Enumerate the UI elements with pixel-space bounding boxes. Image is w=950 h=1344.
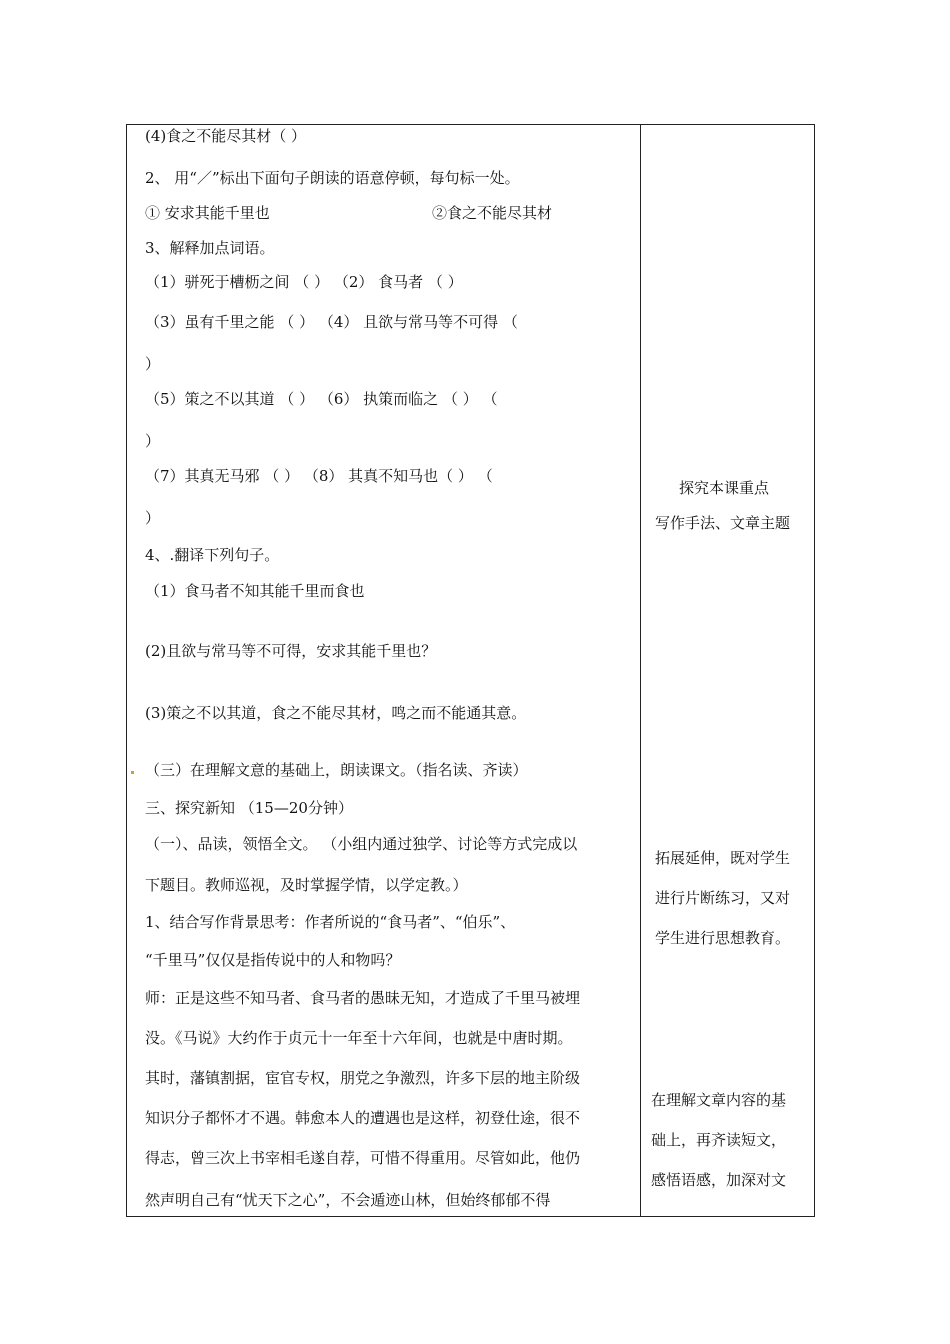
section-line-16: （三）在理解文意的基础上，朗读课文。（指名读、齐读） xyxy=(145,761,528,779)
exercise-line-7: ） xyxy=(145,355,161,373)
exercise-line-8: （5）策之不以其道 （ ） （6） 执策而临之 （ ） （ xyxy=(145,390,498,408)
body-line-22: 师：正是这些不知马者、食马者的愚昧无知，才造成了千里马被埋 xyxy=(145,989,581,1007)
side-note-1: 探究本课重点 xyxy=(679,479,770,497)
margin-marker xyxy=(131,771,134,774)
body-line-20: 1、结合写作背景思考：作者所说的“食马者”、“伯乐”、 xyxy=(145,913,516,931)
side-note-7: 础上，再齐读短文， xyxy=(651,1131,787,1149)
body-line-27: 然声明自己有“忧天下之心”，不会遁迹山林，但始终郁郁不得 xyxy=(145,1191,551,1209)
body-line-26: 得志，曾三次上书宰相毛遂自荐，可惜不得重用。尽管如此，他仍 xyxy=(145,1149,581,1167)
exercise-line-6: （3）虽有千里之能 （ ） （4） 且欲与常马等不可得 （ xyxy=(145,313,518,331)
exercise-line-12: 4、.翻译下列句子。 xyxy=(145,546,280,564)
side-note-5: 学生进行思想教育。 xyxy=(655,929,791,947)
exercise-line-2: 2、 用“／”标出下面句子朗读的语意停顿，每句标一处。 xyxy=(145,169,520,187)
exercise-line-9: ） xyxy=(145,432,161,450)
side-note-8: 感悟语感，加深对文 xyxy=(651,1171,787,1189)
exercise-line-15: (3)策之不以其道，食之不能尽其材，鸣之而不能通其意。 xyxy=(145,704,527,722)
exercise-line-4: 3、解释加点词语。 xyxy=(145,239,275,257)
exercise-line-1: (4)食之不能尽其材（ ） xyxy=(145,127,307,145)
body-line-21: “千里马”仅仅是指传说中的人和物吗？ xyxy=(145,951,401,969)
side-note-3: 拓展延伸，既对学生 xyxy=(655,849,791,867)
exercise-line-10: （7）其真无马邪 （ ） （8） 其真不知马也（ ） （ xyxy=(145,467,493,485)
side-note-4: 进行片断练习，又对 xyxy=(655,889,791,907)
exercise-line-3b: ②食之不能尽其材 xyxy=(432,204,553,222)
exercise-line-3a: ① 安求其能千里也 xyxy=(145,204,270,222)
side-note-6: 在理解文章内容的基 xyxy=(651,1091,787,1109)
exercise-line-5: （1）骈死于槽枥之间 （ ） （2） 食马者 （ ） xyxy=(145,273,463,291)
body-line-25: 知识分子都怀才不遇。韩愈本人的遭遇也是这样，初登仕途，很不 xyxy=(145,1109,581,1127)
section-heading-explore: 三、探究新知 （15—20分钟） xyxy=(145,799,353,817)
column-divider xyxy=(640,124,641,1217)
exercise-line-13: （1）食马者不知其能千里而食也 xyxy=(145,582,365,600)
exercise-line-11: ） xyxy=(145,509,161,527)
exercise-line-14: (2)且欲与常马等不可得，安求其能千里也？ xyxy=(145,642,437,660)
body-line-24: 其时，藩镇割据，宦官专权，朋党之争激烈，许多下层的地主阶级 xyxy=(145,1069,581,1087)
side-note-2: 写作手法、文章主题 xyxy=(655,514,791,532)
body-line-19: 下题目。教师巡视，及时掌握学情，以学定教。） xyxy=(145,876,468,894)
body-line-18: （一）、品读，领悟全文。 （小组内通过独学、讨论等方式完成以 xyxy=(145,835,578,853)
body-line-23: 没。《马说》大约作于贞元十一年至十六年间，也就是中唐时期。 xyxy=(145,1029,573,1047)
